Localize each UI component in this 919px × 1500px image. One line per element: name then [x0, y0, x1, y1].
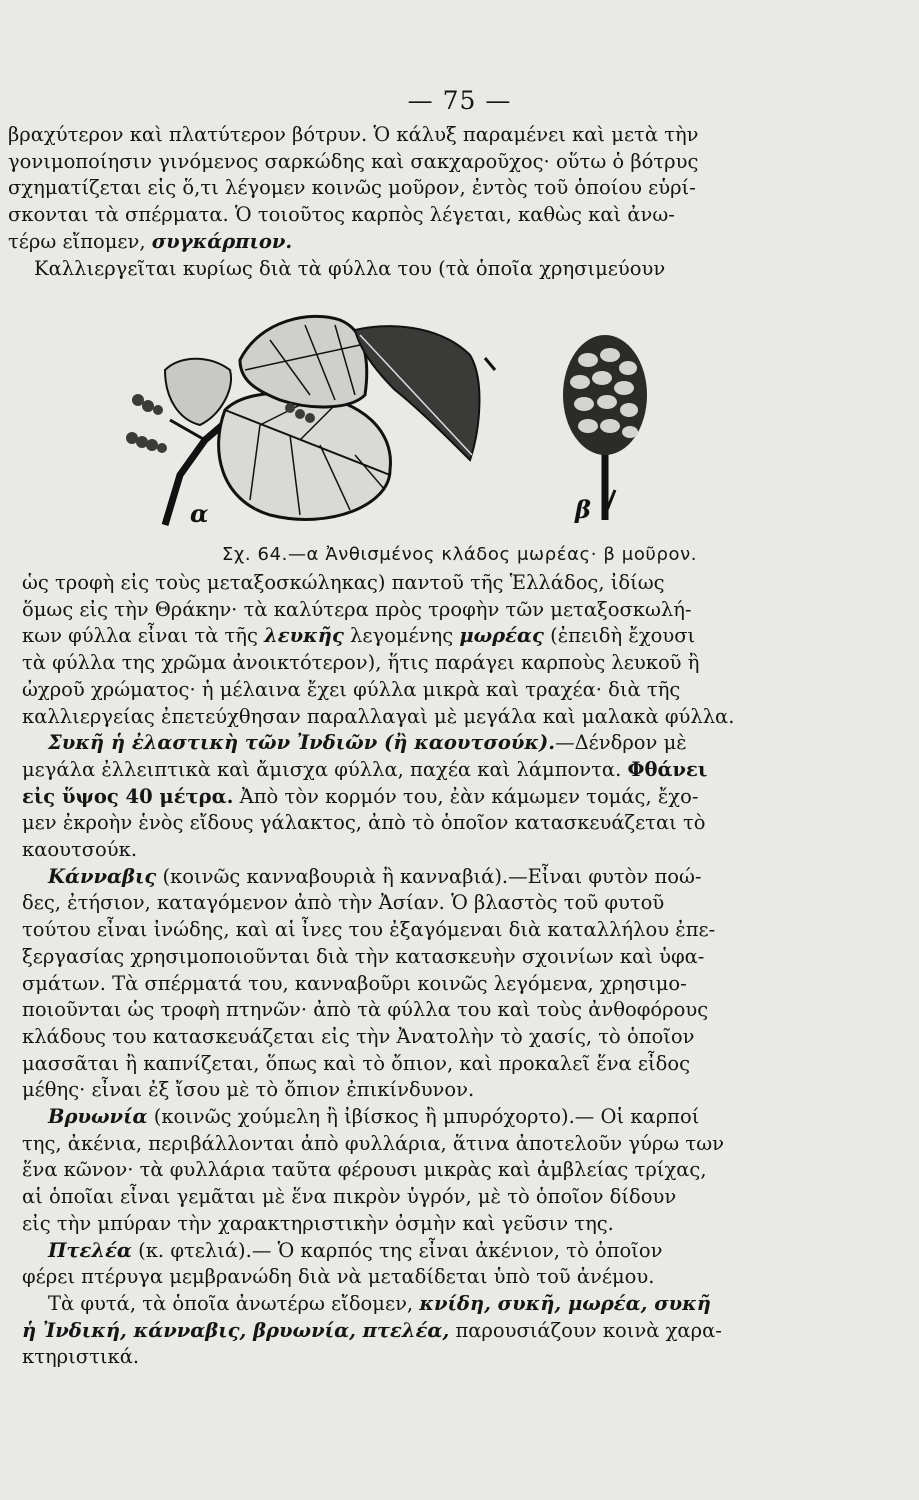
text-line: μέθης· εἶναι ἐξ ἴσου μὲ τὸ ὄπιον ἐπικίνδυνον. — [22, 1078, 475, 1102]
page-number: — 75 — — [407, 86, 512, 115]
top-paragraph — [8, 122, 774, 282]
bold-span: κνίδη, συκῆ, μωρέα, συκῆ — [419, 1291, 711, 1315]
text-line: κλάδους του κατασκευάζεται εἰς τὴν Ἀνατολὴν τὸ χασίς, τὸ ὁποῖον — [22, 1024, 695, 1048]
text-span: Τὰ φυτά, τὰ ὁποῖα ἀνωτέρω εἴδομεν, — [48, 1291, 414, 1315]
mulberry-branch-drawing — [126, 316, 495, 525]
text-span: (κ. φτελιά).— Ὁ καρπός της εἶναι ἀκένιον, τὸ ὁποῖον — [138, 1238, 663, 1262]
text-line: βραχύτερον καὶ πλατύτερον βότρυν. Ὁ κάλυξ παραμένει καὶ μετὰ τὴν — [8, 123, 699, 146]
text-line — [22, 623, 774, 650]
text-line — [22, 784, 774, 811]
text-line — [22, 864, 774, 891]
figure-caption: Σχ. 64.—α Ἀνθισμένος κλάδος μωρέας· β μοῦρον. — [221, 544, 698, 565]
text-line: σκονται τὰ σπέρματα. Ὁ τοιοῦτος καρπὸς λέγεται, καθὼς καὶ ἀνω- — [8, 203, 675, 227]
term-moreas: μωρέας — [459, 624, 544, 648]
text-line: ὠχροῦ χρώματος· ἡ μέλαινα ἔχει φύλλα μικρὰ καὶ τραχέα· διὰ τῆς — [22, 677, 681, 701]
text-line: φέρει πτέρυγα μεμβρανώδη διὰ νὰ μεταδίδεται ὑπὸ τοῦ ἀνέμου. — [22, 1265, 655, 1289]
mulberry-fruit-drawing — [563, 335, 647, 520]
text-span: Ἀπὸ τὸν κορμόν του, ἐὰν κάμωμεν τομάς, ἔχο- — [239, 784, 699, 808]
text-line: μεν ἐκροὴν ἑνὸς εἴδους γάλακτος, ἀπὸ τὸ ὁποῖον κατασκευάζεται τὸ — [22, 811, 706, 835]
text-span: —Δένδρον μὲ — [555, 731, 687, 755]
bold-span: ἡ Ἰνδική, κάνναβις, βρυωνία, πτελέα, — [22, 1318, 450, 1342]
text-span: λεγομένης — [350, 624, 454, 648]
text-line: της, ἀκένια, περιβάλλονται ἀπὸ φυλλάρια, ἅτινα ἀποτελοῦν γύρω των — [22, 1131, 724, 1155]
text-line: τούτου εἶναι ἰνώδης, καὶ αἱ ἶνες του ἐξαγόμεναι διὰ καταλλήλου ἐπε- — [22, 918, 716, 942]
text-line — [8, 229, 774, 256]
text-line — [22, 1291, 774, 1318]
term-leukis: λευκῆς — [264, 624, 344, 648]
text-line: δες, ἐτήσιον, καταγόμενον ἀπὸ τὴν Ἀσίαν. Ὁ βλαστὸς τοῦ φυτοῦ — [22, 891, 665, 915]
text-line — [22, 1104, 774, 1131]
heading-syki: Συκῆ ἡ ἐλαστικὴ τῶν Ἰνδιῶν (ἢ καουτσούκ). — [48, 731, 556, 755]
figure-64-illustration — [110, 300, 690, 540]
text-line: ποιοῦνται ὡς τροφὴ πτηνῶν· ἀπὸ τὰ φύλλα του καὶ τοὺς ἀνθοφόρους — [22, 998, 709, 1022]
body-text — [22, 570, 774, 1371]
text-span: (ἐπειδὴ ἔχουσι — [550, 624, 696, 648]
text-line: ὡς τροφὴ εἰς τοὺς μεταξοσκώληκας) παντοῦ τῆς Ἑλλάδος, ἰδίως — [22, 571, 665, 594]
text-line: ὅμως εἰς τὴν Θράκην· τὰ καλύτερα πρὸς τροφὴν τῶν μεταξοσκωλή- — [22, 597, 692, 621]
text-span: τέρω εἴπομεν, — [8, 229, 146, 253]
text-span: (κοινῶς κανναβουριὰ ἢ κανναβιά).—Εἶναι φυτὸν ποώ- — [162, 864, 702, 888]
text-line — [22, 757, 774, 784]
text-line: εἰς τὴν μπύραν τὴν χαρακτηριστικὴν ὀσμὴν καὶ γεῦσιν της. — [22, 1211, 614, 1235]
text-line: καλλιεργείας ἐπετεύχθησαν παραλλαγαὶ μὲ μεγάλα καὶ μαλακὰ φύλλα. — [22, 704, 735, 728]
bold-span: εἰς ὕψος 40 μέτρα. — [22, 784, 234, 808]
text-line: μασσᾶται ἢ καπνίζεται, ὅπως καὶ τὸ ὄπιον, καὶ προκαλεῖ ἕνα εἶδος — [22, 1051, 691, 1075]
heading-kannavis: Κάνναβις — [48, 864, 157, 888]
figure-label-b: β — [575, 495, 591, 524]
text-line: ἕνα κῶνον· τὰ φυλλάρια ταῦτα φέρουσι μικρὰς καὶ ἀμβλείας τρίχας, — [22, 1158, 707, 1182]
bold-span: Φθάνει — [627, 757, 708, 781]
heading-vryonia: Βρυωνία — [48, 1105, 148, 1129]
text-span: παρουσιάζουν κοινὰ χαρα- — [455, 1318, 722, 1342]
text-line: σμάτων. Τὰ σπέρματά του, κανναβοῦρι κοινῶς λεγόμενα, χρησιμο- — [22, 971, 687, 995]
text-span: (κοινῶς χούμελη ἢ ἰβίσκος ἢ μπυρόχορτο).— Οἱ καρποί — [153, 1105, 700, 1129]
heading-ptelea: Πτελέα — [48, 1238, 132, 1262]
term-synkarpion: συγκάρπιον. — [151, 229, 293, 253]
figure-label-a: α — [190, 499, 209, 528]
text-line: καουτσούκ. — [22, 838, 138, 862]
text-line — [22, 1238, 774, 1265]
text-line: κτηριστικά. — [22, 1345, 140, 1369]
text-line: ξεργασίας χρησιμοποιοῦνται διὰ τὴν κατασκευὴν σχοινίων καὶ ὑφα- — [22, 944, 705, 968]
text-line: αἱ ὁποῖαι εἶναι γεμᾶται μὲ ἕνα πικρὸν ὑγρόν, μὲ τὸ ὁποῖον δίδουν — [22, 1185, 677, 1209]
text-line: τὰ φύλλα της χρῶμα ἀνοικτότερον), ἥτις παράγει καρποὺς λευκοῦ ἢ — [22, 651, 700, 675]
text-span: κων φύλλα εἶναι τὰ τῆς — [22, 624, 258, 648]
text-line: γονιμοποίησιν γινόμενος σαρκώδης καὶ σακχαροῦχος· οὕτω ὁ βότρυς — [8, 149, 699, 173]
text-span: μεγάλα ἐλλειπτικὰ καὶ ἄμισχα φύλλα, παχέα καὶ λάμποντα. — [22, 757, 622, 781]
text-line — [22, 730, 774, 757]
text-line: Καλλιεργεῖται κυρίως διὰ τὰ φύλλα του (τὰ ὁποῖα χρησιμεύουν — [34, 256, 666, 280]
text-line — [22, 1318, 774, 1345]
text-line: σχηματίζεται εἰς ὅ,τι λέγομεν κοινῶς μοῦρον, ἐντὸς τοῦ ὁποίου εὑρί- — [8, 176, 696, 200]
